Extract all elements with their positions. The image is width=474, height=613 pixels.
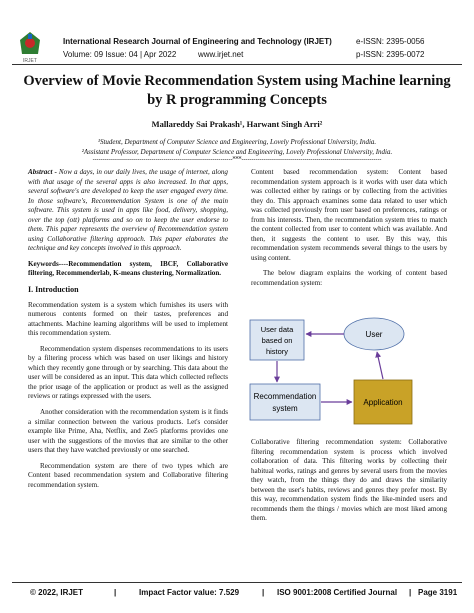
authors: Mallareddy Sai Prakash¹, Harwant Singh Arri² bbox=[151, 119, 323, 129]
content-based-diagram bbox=[244, 316, 424, 434]
content-based-paragraph: Content based recommendation system: Content based recommendation system approach is it works with user data which was collected either by ratings or by collecting from the activities they do. This approach examines some data related to user which was collected previously from user based on preferences, ratings or from his interests. Then, the recommendation system tries to match the content collected from user to content which was available. And then, it suggests the content to user. By this way, this recommendation system recommends several things to the users by using content. bbox=[251, 168, 447, 262]
abstract bbox=[28, 168, 228, 254]
paper-title: Overview of Movie Recommendation System using Machine learning by R programming Concepts bbox=[23, 73, 451, 108]
keywords-text: Recommendation system, IBCF, Collaborative filtering, Recommenderlab, K-means clustering, Normalization. bbox=[28, 259, 228, 278]
keywords-label: Keywords---- bbox=[28, 259, 69, 268]
footer-iso: ISO 9001:2008 Certified Journal bbox=[277, 588, 398, 597]
journal-name: International Research Journal of Engineering and Technology (IRJET) bbox=[63, 37, 332, 46]
eissn: e-ISSN: 2395-0056 bbox=[356, 37, 425, 46]
footer-impact-factor: Impact Factor value: 7.529 bbox=[139, 588, 240, 597]
diagram-svg bbox=[244, 316, 424, 434]
intro-paragraph-4: Recommendation system are there of two types which are Content based recommendation system and Collaborative filtering recommendation system. bbox=[28, 461, 228, 489]
journal-website[interactable]: www.irjet.net bbox=[198, 50, 244, 59]
affiliation-1: ¹Student, Department of Computer Science and Engineering, Lovely Professional University, India. bbox=[97, 138, 377, 146]
application-label: Application bbox=[363, 398, 403, 407]
user-data-label-2: based on bbox=[261, 336, 293, 345]
collaborative-paragraph: Collaborative filtering recommendation system: Collaborative filtering recommendation system is process which involved collaboration of data. This filtering works by collecting their habitual works, ratings and genres by several users from the movies they watch, from the things they do and draws the similarity between the user's habits, reviews and genres they prefer most. By this way, recommendation system finds the like-minded users and recommends them the things / movies which are most liked among them. bbox=[251, 438, 447, 523]
logo-icon bbox=[14, 30, 46, 58]
abstract-body: Now a days, in our daily lives, the usage of internet, along with that usage of the several apps is also increased. In that apps, several software's are developed to keep the user engaged every time. In those software's, Recommendation System is one of the main software. This system is used in apps like food, delivery, shopping, over the top (ott) platforms and so on to keep the user endorse to them. This paper represents the overview of Recommendation system using Collaborative filtering approach. This paper elaborates the technique and key concepts involved in this approach. bbox=[28, 168, 228, 253]
diagram-intro: The below diagram explains the working of content based recommendation system: bbox=[251, 269, 447, 288]
user-data-label-3: history bbox=[265, 347, 289, 356]
footer-separator-2: | bbox=[262, 588, 265, 597]
recsys-label-2: system bbox=[272, 404, 298, 413]
right-column-bottom bbox=[251, 438, 447, 530]
footer-page-number: Page 3191 bbox=[418, 588, 458, 597]
user-data-label-1: User data bbox=[260, 325, 294, 334]
intro-paragraph-3: Another consideration with the recommendation system is it finds a similar connection between the various products. Let's consider example like Prime, Aha, Netflix, and Zee5 platforms provides one user with the suggestions of the movies that are similar to the other users that they have watched previously or one searched. bbox=[28, 408, 228, 455]
abstract-lead: Abstract - bbox=[28, 168, 59, 176]
recommendation-system-box bbox=[250, 384, 320, 420]
arrow-app-to-user bbox=[377, 352, 383, 379]
keywords bbox=[28, 260, 228, 279]
affiliation-2: ²Assistant Professor, Department of Computer Science and Engineering, Lovely Professional University, India. bbox=[81, 148, 393, 156]
right-column-top bbox=[251, 168, 447, 295]
journal-volume: Volume: 09 Issue: 04 | Apr 2022 bbox=[63, 50, 177, 59]
recsys-label-1: Recommendation bbox=[253, 392, 317, 401]
footer-rule bbox=[12, 582, 462, 583]
intro-paragraph-2: Recommendation system dispenses recommendations to its users by a filtering process which was based on user likings and history which they recently gone through or by searching. This data about the user will be considered as an input. This data which collected reflects the prior usage of the application or product as well as the assigned reviews or ratings expressed with the users. bbox=[28, 344, 228, 401]
intro-paragraph-1: Recommendation system is a system which furnishes its users with numerous contents formed on their tastes, preferences and attachments. Machine learning algorithms will be used to implement this recommendation system. bbox=[28, 300, 228, 338]
footer-separator-1: | bbox=[114, 588, 117, 597]
logo-text: IRJET bbox=[23, 58, 37, 64]
left-column bbox=[28, 168, 228, 496]
journal-logo bbox=[14, 30, 46, 62]
divider: ---------------------------------------------------------------------***--------------------------------------------------------------------- bbox=[92, 156, 382, 163]
header-rule bbox=[12, 64, 462, 65]
footer-separator-3: | bbox=[409, 588, 412, 597]
pissn: p-ISSN: 2395-0072 bbox=[356, 50, 425, 59]
user-ellipse-label: User bbox=[365, 330, 383, 339]
footer-copyright: © 2022, IRJET bbox=[30, 588, 84, 597]
section-heading-introduction: I. Introduction bbox=[28, 285, 79, 295]
